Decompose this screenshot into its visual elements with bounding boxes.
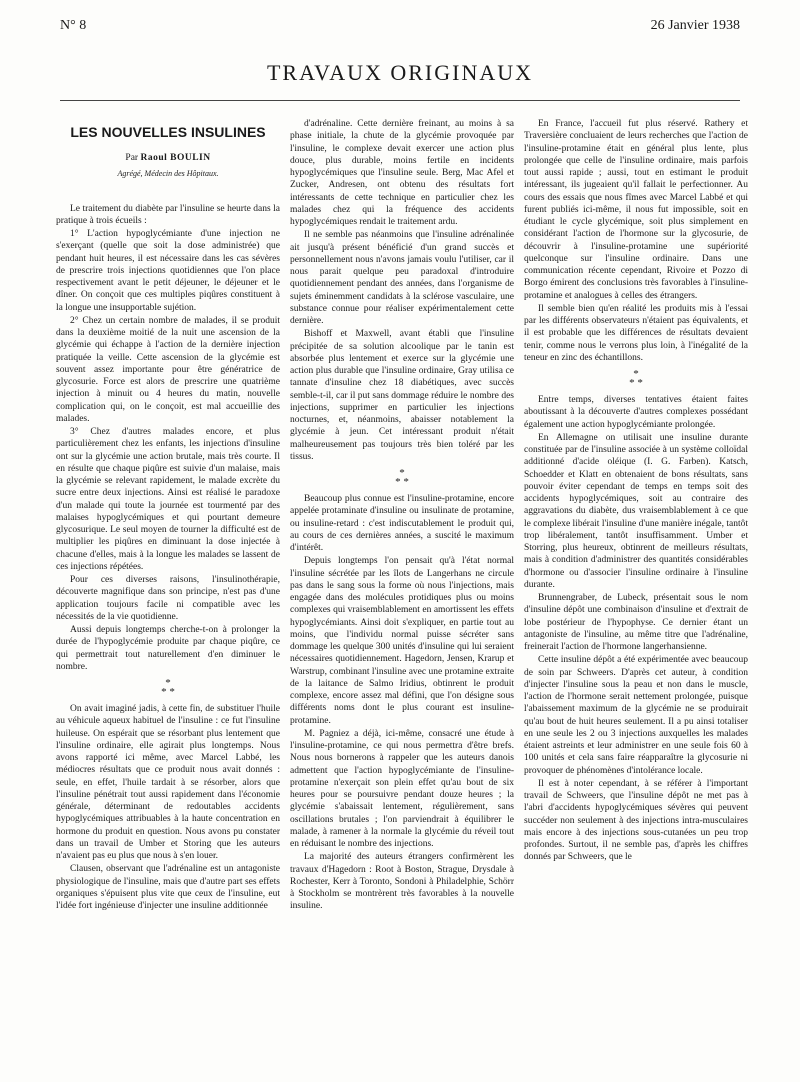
paragraph: Il ne semble pas néanmoins que l'insuline adrénalinée ait jusqu'à présent bénéficié d'un grand succès et personnellement nous n'avons jamais voulu l'utiliser, car il nous parait quelque peu paradoxal d'introduire quotidiennement pendant des années, dans l'organisme de sujets éminemment candidats à la sclérose vasculaire, une substance connue pour réaliser expérimentalement cette dernière. bbox=[290, 230, 514, 326]
author-role: Agrégé, Médecin des Hôpitaux. bbox=[117, 169, 219, 179]
paragraph: Il est à noter cependant, à se référer à l'important travail de Schweers, que l'insuline dépôt ne met pas à l'abri d'accidents hypoglycémiques sévères qui peuvent succéder non seulement à des injections intra-musculaires mais encore à des injections sous-cutanées un peu trop profondes. Surtout, il ne semble pas, d'après les chiffres donnés par Schweers, que le bbox=[524, 778, 748, 863]
paragraph: Cette insuline dépôt a été expérimentée avec beaucoup de soin par Schweers. D'après cet auteur, à condition d'injecter l'insuline sous la peau et non dans le muscle, l'action de l'hormone serait nettement prolongée, puisque l'abaissement maximum de la glycémie ne se produirait qu'au bout de huit heures seulement. Il a pu ainsi totaliser en une seule les 2 ou 3 injections auxquelles les malades étaient astreints et leur administrer en une seule fois 60 à 100 unités et cela sans faire réapparaître la glycosurie ni provoquer de phénomènes d'intolérance locale. bbox=[524, 655, 748, 776]
column-3 bbox=[524, 118, 748, 1070]
separator-star: * bbox=[399, 467, 405, 479]
paragraph: Aussi depuis longtemps cherche-t-on à prolonger la durée de l'hypoglycémie produite par chaque piqûre, ce qui permettrait tout naturellement d'en diminuer le nombre. bbox=[56, 625, 280, 672]
paragraph: M. Pagniez a déjà, ici-même, consacré une étude à l'insuline-protamine, ce qui nous permettra d'être brefs. Nous nous bornerons à rappeler que les auteurs danois admettent que l'action hypoglycémiante de l'insuline-protamine n'exerçait son plein effet qu'au bout de six heures pour se poursuivre pendant douze heures ; la glycémie s'abaissait lentement, régulièrement, sans oscillations brutales ; l'on parviendrait à équilibrer le malade, à ramener à la normale la glycémie du réveil tout en réduisant le nombre des injections. bbox=[290, 728, 514, 849]
paragraph: La majorité des auteurs étrangers confirmèrent les travaux d'Hagedorn : Root à Boston, Strague, Drysdale à Rochester, Kerr à Toronto, Sondoni à Philadelphie, Schörr à Stockholm se montrèrent très favorables à la nouvelle insuline. bbox=[290, 852, 514, 912]
paragraph: Depuis longtemps l'on pensait qu'à l'état normal l'insuline sécrétée par les îlots de Langerhans ne circule pas dans le sang sous la forme où nous l'injections, mais engagée dans des molécules protidiques plus ou moins complexes qui vraisemblablement en amortissent les effets hypoglycémiants. Ainsi doit s'expliquer, en partie tout au moins, que l'individu normal puisse sécréter sans dommage les quelque 300 unités d'insuline qui lui seraient nécessaires quotidiennement. Hagedorn, Jensen, Krarup et Warstrup, combinant l'insuline avec une protamine extraite de la laitance de Salmo Iridius, obtinrent le produit complexe, encore assez mal défini, que l'on désigne sous différents noms dont le plus courant est insuline-protamine. bbox=[290, 556, 514, 726]
issue-date: 26 Janvier 1938 bbox=[650, 18, 740, 33]
paragraph: Entre temps, diverses tentatives étaient faites aboutissant à la découverte d'autres complexes possédant également une action hypoglycémiante prolongée. bbox=[524, 395, 748, 430]
paragraph: On avait imaginé jadis, à cette fin, de substituer l'huile au véhicule aqueux habituel de l'insuline : ce fut l'insuline huileuse. On espérait que se résorbant plus lentement que l'insuline ordinaire, elle agirait plus longtemps. Nous avons rapporté ici même, avec Marcel Labbé, les médiocres résultats que ce produit nous avait donnés : seule, en effet, l'huile tardait à se résorber, alors que l'insuline pénétrait tout aussi rapidement dans l'économie générale, déterminant de redoutables accidents hypoglycémiques attribuables à la haute concentration en hormone du produit en question. Nous avons pu constater dans un travail de Umber et Storing que les auteurs n'avaient pas eu plus que nous à s'en louer. bbox=[56, 704, 280, 861]
section-separator bbox=[56, 679, 280, 697]
paragraph: Le traitement du diabète par l'insuline se heurte dans la pratique à trois écueils : bbox=[56, 203, 280, 226]
author-prefix: Par bbox=[125, 153, 139, 163]
paragraph: Brunnengraber, de Lubeck, présentait sous le nom d'insuline dépôt une combinaison d'insuline et d'extrait de lobe postérieur de l'hypophyse. Ce dernier étant un antagoniste de l'insuline, au même titre que l'adrénaline, freinerait l'action de l'hormone langerhansienne. bbox=[524, 593, 748, 652]
paragraph: d'adrénaline. Cette dernière freinant, au moins à sa phase initiale, la chute de la glycémie provoquée par l'insuline, le complexe devait exercer une action plus douce, plus durable, moins fertile en incidents hypoglycémiques que l'insuline seule. Berg, Mac Afel et Zucker, Andresen, ont obtenu des résultats fort intéressants de cette technique en particulier chez les malades chez qui la fréquence des accidents hypoglycémiques rendait le traitement ardu. bbox=[290, 119, 514, 227]
paragraph: 2° Chez un certain nombre de malades, il se produit dans la deuxième moitié de la nuit une ascension de la glycémie qui échappe à l'action de la dernière injection pratiquée la veille. Cette ascension de la glycémie est souvent assez importante pour être génératrice de glycosurie. Force est alors de prescrire une quatrième injection à minuit ou 4 heures du matin, nouvelle complication qui, on le conçoit, est mal accueillie des malades. bbox=[56, 315, 280, 424]
author-name: Raoul BOULIN bbox=[140, 153, 211, 163]
paragraph: 1° L'action hypoglycémiante d'une injection ne s'exerçant (quelle que soit la dose administrée) que pendant huit heures, il est nécessaire dans les cas sévères de prescrire trois injections quotidiennes que l'on place respectivement avant le petit déjeuner, le déjeuner et le dîner. On conçoit que ces multiples piqûres constituent à la longue une insupportable sujétion. bbox=[56, 229, 280, 313]
paragraph: Pour ces diverses raisons, l'insulinothérapie, découverte magnifique dans son principe, n'est pas d'une application toujours facile ni compatible avec les nécessités de la vie quotidienne. bbox=[56, 575, 280, 622]
paragraph: Beaucoup plus connue est l'insuline-protamine, encore appelée protaminate d'insuline ou insulinate de protamine, ou insuline-retard : c'est indiscutablement le produit qui, au cours de ces dernières années, a suscité le maximum d'intérêt. bbox=[290, 494, 514, 553]
separator-star: * bbox=[633, 368, 639, 380]
article-title: LES NOUVELLES INSULINES bbox=[70, 124, 266, 140]
paragraph: En Allemagne on utilisait une insuline durante constituée par de l'insuline associée à un système colloïdal additionné d'acide oléique (I. G. Farben). Katsch, Schoedder et Klatt en obtenaient de bons résultats, sans pouvoir éviter cependant de temps en temps soit des accidents hypoglycémiques, soit au contraire des aggravations du diabète, dus vraisemblablement à ce que le complexe libérait l'insuline d'une manière inégale, tantôt trop libéralement, tantôt insuffisamment. Umber et Storring, plus heureux, obtinrent de meilleurs résultats, mais à condition d'administrer des quantités considérables d'hormone ou d'associer l'insuline ordinaire à l'insuline durante. bbox=[524, 432, 748, 590]
section-separator bbox=[290, 469, 514, 487]
section-separator bbox=[524, 370, 748, 388]
separator-star: * bbox=[165, 677, 171, 689]
paragraph: En France, l'accueil fut plus réservé. Rathery et Traversière concluaient de leurs recherches que l'action de l'insuline-protamine était en général plus lente, plus prolongée que celle de l'insuline ordinaire, mais parfois tout aussi rapide ; aussi, tout en estimant le produit intéressant, ils jugeaient qu'il fallait le perfectionner. Au cours des essais que nous fîmes avec Marcel Labbé et qui furent publiés ici-même, il nous fut impossible, soit en étudiant le cycle glycémique, soit plus simplement en considérant l'action de l'hormone sur la glycosurie, de découvrir à l'insuline-protamine une supériorité quelconque sur l'insuline ordinaire. Dans une communication récente cependant, Rivoire et Pozzo di Borgo émirent des conclusions très favorables à l'insuline-protamine et analogues à celles des étrangers. bbox=[524, 119, 748, 301]
issue-number: N° 8 bbox=[60, 18, 87, 33]
page-header bbox=[60, 18, 740, 38]
section-title: TRAVAUX ORIGINAUX bbox=[266, 60, 534, 85]
title-rule bbox=[60, 100, 740, 101]
paragraph: Il semble bien qu'en réalité les produits mis à l'essai par les différents observateurs n'étaient pas équivalents, et il est probable que les différences de résultats devaient tenir, comme nous le verrons plus loin, à l'inégalité de la teneur en zinc des échantillons. bbox=[524, 303, 748, 363]
separator-stars: * * bbox=[629, 377, 643, 389]
separator-stars: * * bbox=[161, 686, 175, 698]
column-1 bbox=[56, 118, 280, 1070]
paragraph: Clausen, observant que l'adrénaline est un antagoniste physiologique de l'insuline, mais que d'autre part ses effets organiques s'épuisent plus vite que ceux de l'insuline, eut l'idée fort ingénieuse d'injecter une insuline additionnée bbox=[56, 864, 280, 911]
article-author bbox=[56, 152, 280, 164]
paragraph: 3° Chez d'autres malades encore, et plus particulièrement chez les enfants, les injections d'insuline ont sur la glycémie une action brutale, mais très courte. Il en résulte que chaque piqûre est suivie d'un malaise, mais la glycémie se relevant rapidement, le malade excrète du sucre entre deux injections. Ainsi est réalisé le paradoxe d'un malade qui toute la journée est tourmenté par des malaises hypoglycémiques et qui pourtant demeure glycosurique. Le seul moyen de tourner la difficulté est de multiplier les piqûres en diminuant la dose injectée à chacune d'elles, mais à la longue les malades se lassent de ces injections répétées. bbox=[56, 427, 280, 572]
paragraph: Bishoff et Maxwell, avant établi que l'insuline précipitée de sa solution alcoolique par le tanin est absorbée plus lentement et exerce sur la glycémie une action plus durable que l'insuline ordinaire, Gray utilisa ce tannate d'insuline chez 18 diabétiques, avec succès semble-t-il, car il put sans dommage réduire le nombre des injections, supprimer en particulier les injections nocturnes, et, néanmoins, abaisser notablement la glycémie à jeun. Cet intéressant produit n'était malheureusement pas toujours très bien toléré par les tissus. bbox=[290, 329, 514, 462]
column-2 bbox=[290, 118, 514, 1070]
separator-stars: * * bbox=[395, 476, 409, 488]
